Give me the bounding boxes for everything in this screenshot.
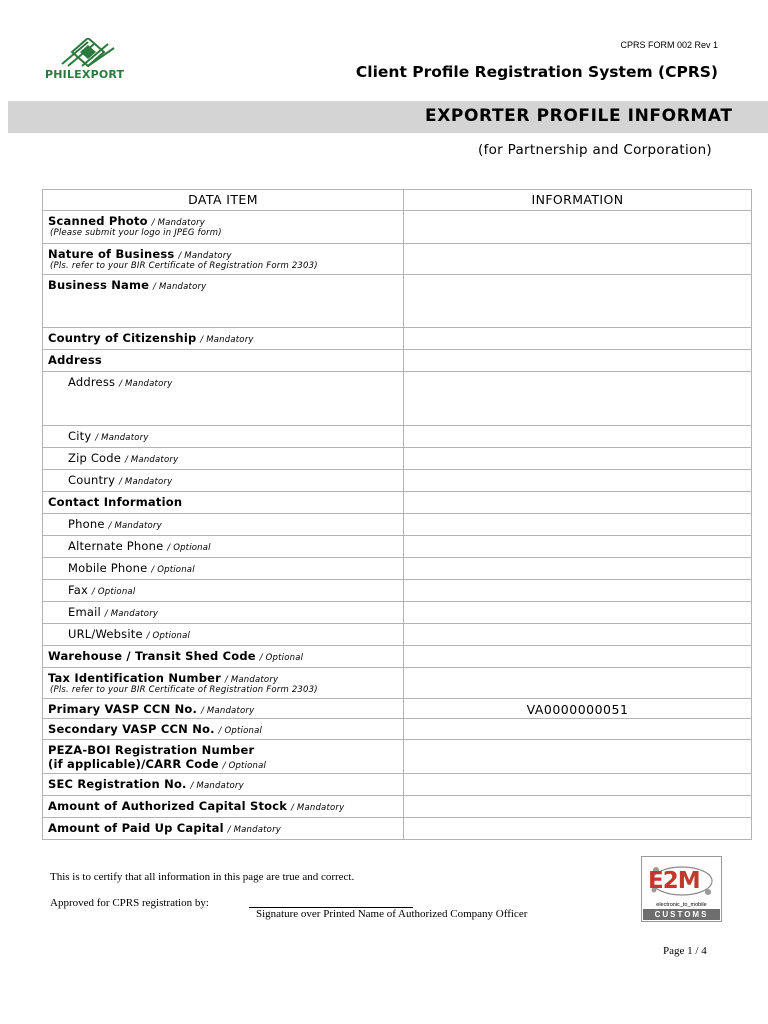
- city-field[interactable]: [404, 426, 752, 448]
- authorized-capital-field[interactable]: [404, 796, 752, 818]
- row-label-cell: [43, 719, 404, 740]
- row-label-cell: [43, 470, 404, 492]
- phone-field[interactable]: [404, 514, 752, 536]
- requirement-tag: / Mandatory: [153, 282, 207, 292]
- warehouse-code-field[interactable]: [404, 646, 752, 668]
- requirement-tag: / Optional: [167, 543, 211, 553]
- requirement-tag: / Mandatory: [124, 455, 179, 465]
- website-field[interactable]: [404, 624, 752, 646]
- row-label: City: [68, 429, 92, 443]
- secondary-vasp-ccn-field[interactable]: [404, 719, 752, 740]
- row-label: Tax Identification Number: [48, 671, 222, 685]
- table-row: [43, 719, 752, 740]
- row-label: Business Name: [48, 278, 150, 292]
- requirement-tag: / Optional: [146, 631, 191, 641]
- row-label-cell: [43, 818, 404, 840]
- paid-up-capital-field[interactable]: [404, 818, 752, 840]
- row-label: Secondary VASP CCN No.: [48, 722, 215, 736]
- address-field[interactable]: [404, 372, 752, 426]
- table-row: [43, 774, 752, 796]
- row-label-cell: [43, 448, 404, 470]
- row-label: Email: [68, 605, 101, 619]
- column-header-information: INFORMATION: [404, 190, 752, 211]
- e2m-letters: [648, 868, 700, 894]
- row-label: Mobile Phone: [68, 561, 148, 575]
- row-label-cell: [43, 492, 404, 514]
- alternate-phone-field[interactable]: [404, 536, 752, 558]
- row-label-cell: [43, 602, 404, 624]
- table-row: [43, 796, 752, 818]
- page-number: Page 1 / 4: [663, 945, 707, 957]
- table-row: [43, 740, 752, 774]
- table-row: [43, 470, 752, 492]
- row-label: Primary VASP CCN No.: [48, 702, 198, 716]
- requirement-tag: / Optional: [259, 653, 304, 663]
- title-banner: [8, 101, 768, 133]
- table-section-row: [43, 492, 752, 514]
- empty-cell: [404, 350, 752, 372]
- e2m-tagline: electronic_to_mobile: [656, 902, 707, 908]
- requirement-tag: / Optional: [91, 587, 136, 597]
- row-label: URL/Website: [68, 627, 143, 641]
- row-label-cell: [43, 514, 404, 536]
- row-label: Country: [68, 473, 116, 487]
- table-row: [43, 624, 752, 646]
- section-label-address: Address: [48, 353, 102, 367]
- table-row: [43, 699, 752, 719]
- subtitle: (for Partnership and Corporation): [478, 142, 712, 158]
- row-label-cell: [43, 580, 404, 602]
- table-row: [43, 448, 752, 470]
- row-note: (Please submit your logo in JPEG form): [50, 228, 222, 238]
- row-label: Address: [68, 375, 116, 389]
- sec-registration-field[interactable]: [404, 774, 752, 796]
- signature-label: Signature over Printed Name of Authorized Company Officer: [256, 908, 528, 920]
- requirement-tag: / Optional: [222, 761, 267, 771]
- row-label-cell: [43, 796, 404, 818]
- row-label: Amount of Paid Up Capital: [48, 821, 224, 835]
- email-field[interactable]: [404, 602, 752, 624]
- requirement-tag: / Mandatory: [200, 335, 254, 345]
- certification-text: This is to certify that all information in this page are true and correct.: [50, 871, 355, 883]
- row-label: Nature of Business: [48, 247, 175, 261]
- table-row: [43, 646, 752, 668]
- requirement-tag: / Mandatory: [178, 251, 232, 261]
- primary-vasp-ccn-field[interactable]: VA0000000051: [404, 699, 752, 719]
- customs-label: CUSTOMS: [643, 909, 720, 920]
- tin-field[interactable]: [404, 668, 752, 699]
- row-label-cell: [43, 328, 404, 350]
- requirement-tag: / Optional: [151, 565, 195, 575]
- requirement-tag: / Mandatory: [290, 803, 345, 813]
- zip-code-field[interactable]: [404, 448, 752, 470]
- row-label-line2: (if applicable)/CARR Code: [48, 757, 219, 771]
- table-section-row: [43, 350, 752, 372]
- row-label: Amount of Authorized Capital Stock: [48, 799, 288, 813]
- row-note: (Pls. refer to your BIR Certificate of Registration Form 2303): [50, 261, 318, 271]
- row-label: Fax: [68, 583, 89, 597]
- empty-cell: [404, 492, 752, 514]
- row-label: Alternate Phone: [68, 539, 164, 553]
- row-label: Scanned Photo: [48, 214, 148, 228]
- requirement-tag: / Mandatory: [104, 609, 159, 619]
- country-of-citizenship-field[interactable]: [404, 328, 752, 350]
- mobile-phone-field[interactable]: [404, 558, 752, 580]
- table-row: [43, 211, 752, 244]
- section-label-contact: Contact Information: [48, 495, 183, 509]
- row-label-cell: [43, 536, 404, 558]
- row-label-cell: [43, 624, 404, 646]
- requirement-tag: / Mandatory: [119, 379, 173, 389]
- row-label-cell: [43, 558, 404, 580]
- table-row: [43, 372, 752, 426]
- row-label-cell: [43, 774, 404, 796]
- banner-title: EXPORTER PROFILE INFORMAT: [425, 106, 733, 126]
- table-row: [43, 275, 752, 328]
- form-code: CPRS FORM 002 Rev 1: [620, 40, 718, 50]
- requirement-tag: / Mandatory: [227, 825, 281, 835]
- row-label: Phone: [68, 517, 105, 531]
- scanned-photo-field[interactable]: [404, 211, 752, 244]
- table-row: [43, 602, 752, 624]
- requirement-tag: / Mandatory: [95, 433, 149, 443]
- table-row: [43, 668, 752, 699]
- column-header-data-item: DATA ITEM: [43, 190, 404, 211]
- requirement-tag: / Mandatory: [190, 781, 244, 791]
- table-row: [43, 244, 752, 275]
- table-row: [43, 580, 752, 602]
- table-row: [43, 328, 752, 350]
- row-note: (Pls. refer to your BIR Certificate of Registration Form 2303): [50, 685, 318, 695]
- row-label: Zip Code: [68, 451, 122, 465]
- approval-text: Approved for CPRS registration by:: [50, 897, 209, 909]
- row-label-cell: [43, 350, 404, 372]
- row-label-cell: [43, 275, 404, 328]
- peza-boi-field[interactable]: [404, 740, 752, 774]
- table-row: [43, 818, 752, 840]
- row-label-cell: [43, 244, 404, 275]
- row-label-cell: [43, 426, 404, 448]
- table-row: [43, 558, 752, 580]
- table-header-row: [43, 190, 752, 211]
- requirement-tag: / Mandatory: [118, 477, 173, 487]
- table-row: [43, 536, 752, 558]
- row-label-cell: [43, 740, 404, 774]
- row-label-cell: [43, 372, 404, 426]
- e2m-text: E2M: [648, 868, 700, 894]
- nature-of-business-field[interactable]: [404, 244, 752, 275]
- e2m-customs-logo: [641, 856, 722, 922]
- profile-table: [42, 189, 752, 840]
- row-label: PEZA-BOI Registration Number: [48, 743, 255, 757]
- table-row: [43, 514, 752, 536]
- row-label-cell: [43, 211, 404, 244]
- fax-field[interactable]: [404, 580, 752, 602]
- requirement-tag: / Mandatory: [108, 521, 162, 531]
- row-label-cell: [43, 699, 404, 719]
- row-label: Country of Citizenship: [48, 331, 197, 345]
- row-label: SEC Registration No.: [48, 777, 187, 791]
- system-title: Client Profile Registration System (CPRS): [355, 63, 718, 81]
- table-row: [43, 426, 752, 448]
- row-label: Warehouse / Transit Shed Code: [48, 649, 256, 663]
- requirement-tag: / Mandatory: [151, 218, 206, 228]
- business-name-field[interactable]: [404, 275, 752, 328]
- requirement-tag: / Mandatory: [200, 706, 255, 716]
- requirement-tag: / Optional: [218, 726, 263, 736]
- logo-text: PHILEXPORT: [45, 68, 125, 81]
- requirement-tag: / Mandatory: [224, 675, 279, 685]
- row-label-cell: [43, 646, 404, 668]
- row-label-cell: [43, 668, 404, 699]
- country-field[interactable]: [404, 470, 752, 492]
